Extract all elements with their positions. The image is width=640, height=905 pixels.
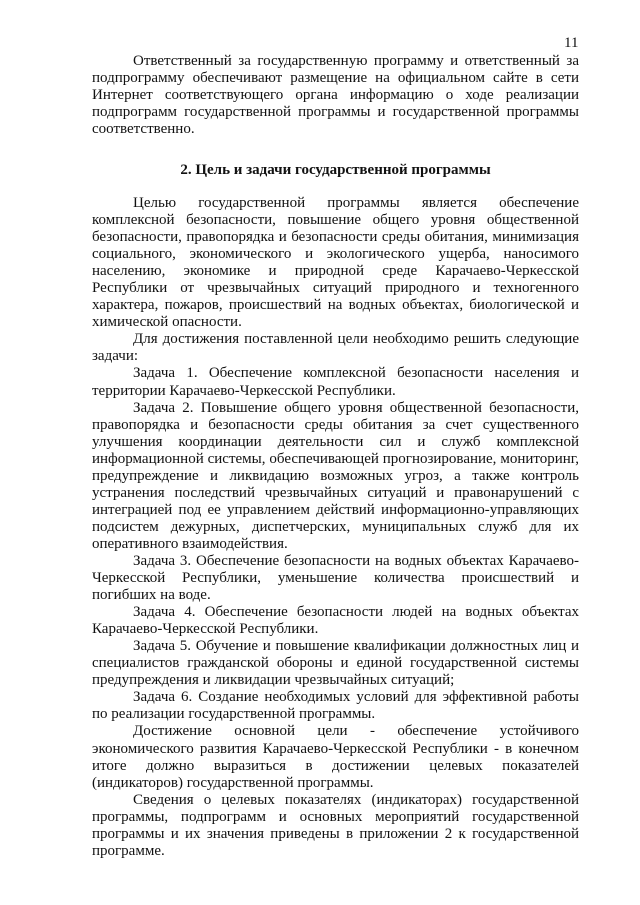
intro-section (92, 53, 579, 138)
paragraph-main-goal: Достижение основной цели - обеспечение устойчивого экономического развития Карачаево-Черкесской Республики - в конечном итоге должно выразиться в достижении целевых показателей (индикаторов) государственной программы. (92, 723, 579, 791)
intro-paragraph: Ответственный за государственную программу и ответственный за подпрограмму обеспечивают размещение на официальном сайте в сети Интернет соответствующего органа информацию о ходе реализации подпрограмм государственной программы и государственной программы соответственно. (92, 53, 579, 138)
section-body (92, 195, 579, 860)
page-number: 11 (564, 35, 579, 51)
paragraph-task-6: Задача 6. Создание необходимых условий для эффективной работы по реализации государственной программы. (92, 689, 579, 723)
paragraph-task-2: Задача 2. Повышение общего уровня общественной безопасности, правопорядка и безопасности среды обитания за счет существенного улучшения координации деятельности сил и служб комплексной информационной системы, обеспечивающей прогнозирование, мониторинг, предупреждение и ликвидацию возможных угроз, а также контроль устранения последствий чрезвычайных ситуаций и правонарушений с интеграцией под ее управлением действий информационно-управляющих подсистем дежурных, диспетчерских, муниципальных служб для их оперативного взаимодействия. (92, 399, 579, 552)
paragraph-indicators: Сведения о целевых показателях (индикаторах) государственной программы, подпрограмм и основных мероприятий государственной программы и их значения приведены в приложении 2 к государственной программе. (92, 791, 579, 859)
paragraph-task-1: Задача 1. Обеспечение комплексной безопасности населения и территории Карачаево-Черкесской Республики. (92, 365, 579, 399)
paragraph-task-5: Задача 5. Обучение и повышение квалификации должностных лиц и специалистов гражданской обороны и единой государственной системы предупреждения и ликвидации чрезвычайных ситуаций; (92, 638, 579, 689)
paragraph-tasks-intro: Для достижения поставленной цели необходимо решить следующие задачи: (92, 331, 579, 365)
paragraph-goal: Целью государственной программы является обеспечение комплексной безопасности, повышение общего уровня общественной безопасности, правопорядка и безопасности среды обитания, минимизация социального, экономического и экологического ущерба, наносимого населению, экономике и природной среде Карачаево-Черкесской Республики от чрезвычайных ситуаций природного и техногенного характера, пожаров, происшествий на водных объектах, биологической и химической опасности. (92, 195, 579, 331)
paragraph-task-3: Задача 3. Обеспечение безопасности на водных объектах Карачаево-Черкесской Республики, уменьшение количества происшествий и погибших на воде. (92, 552, 579, 604)
paragraph-task-4: Задача 4. Обеспечение безопасности людей на водных объектах Карачаево-Черкесской Республики. (92, 604, 579, 638)
section-heading: 2. Цель и задачи государственной программы (180, 162, 491, 178)
